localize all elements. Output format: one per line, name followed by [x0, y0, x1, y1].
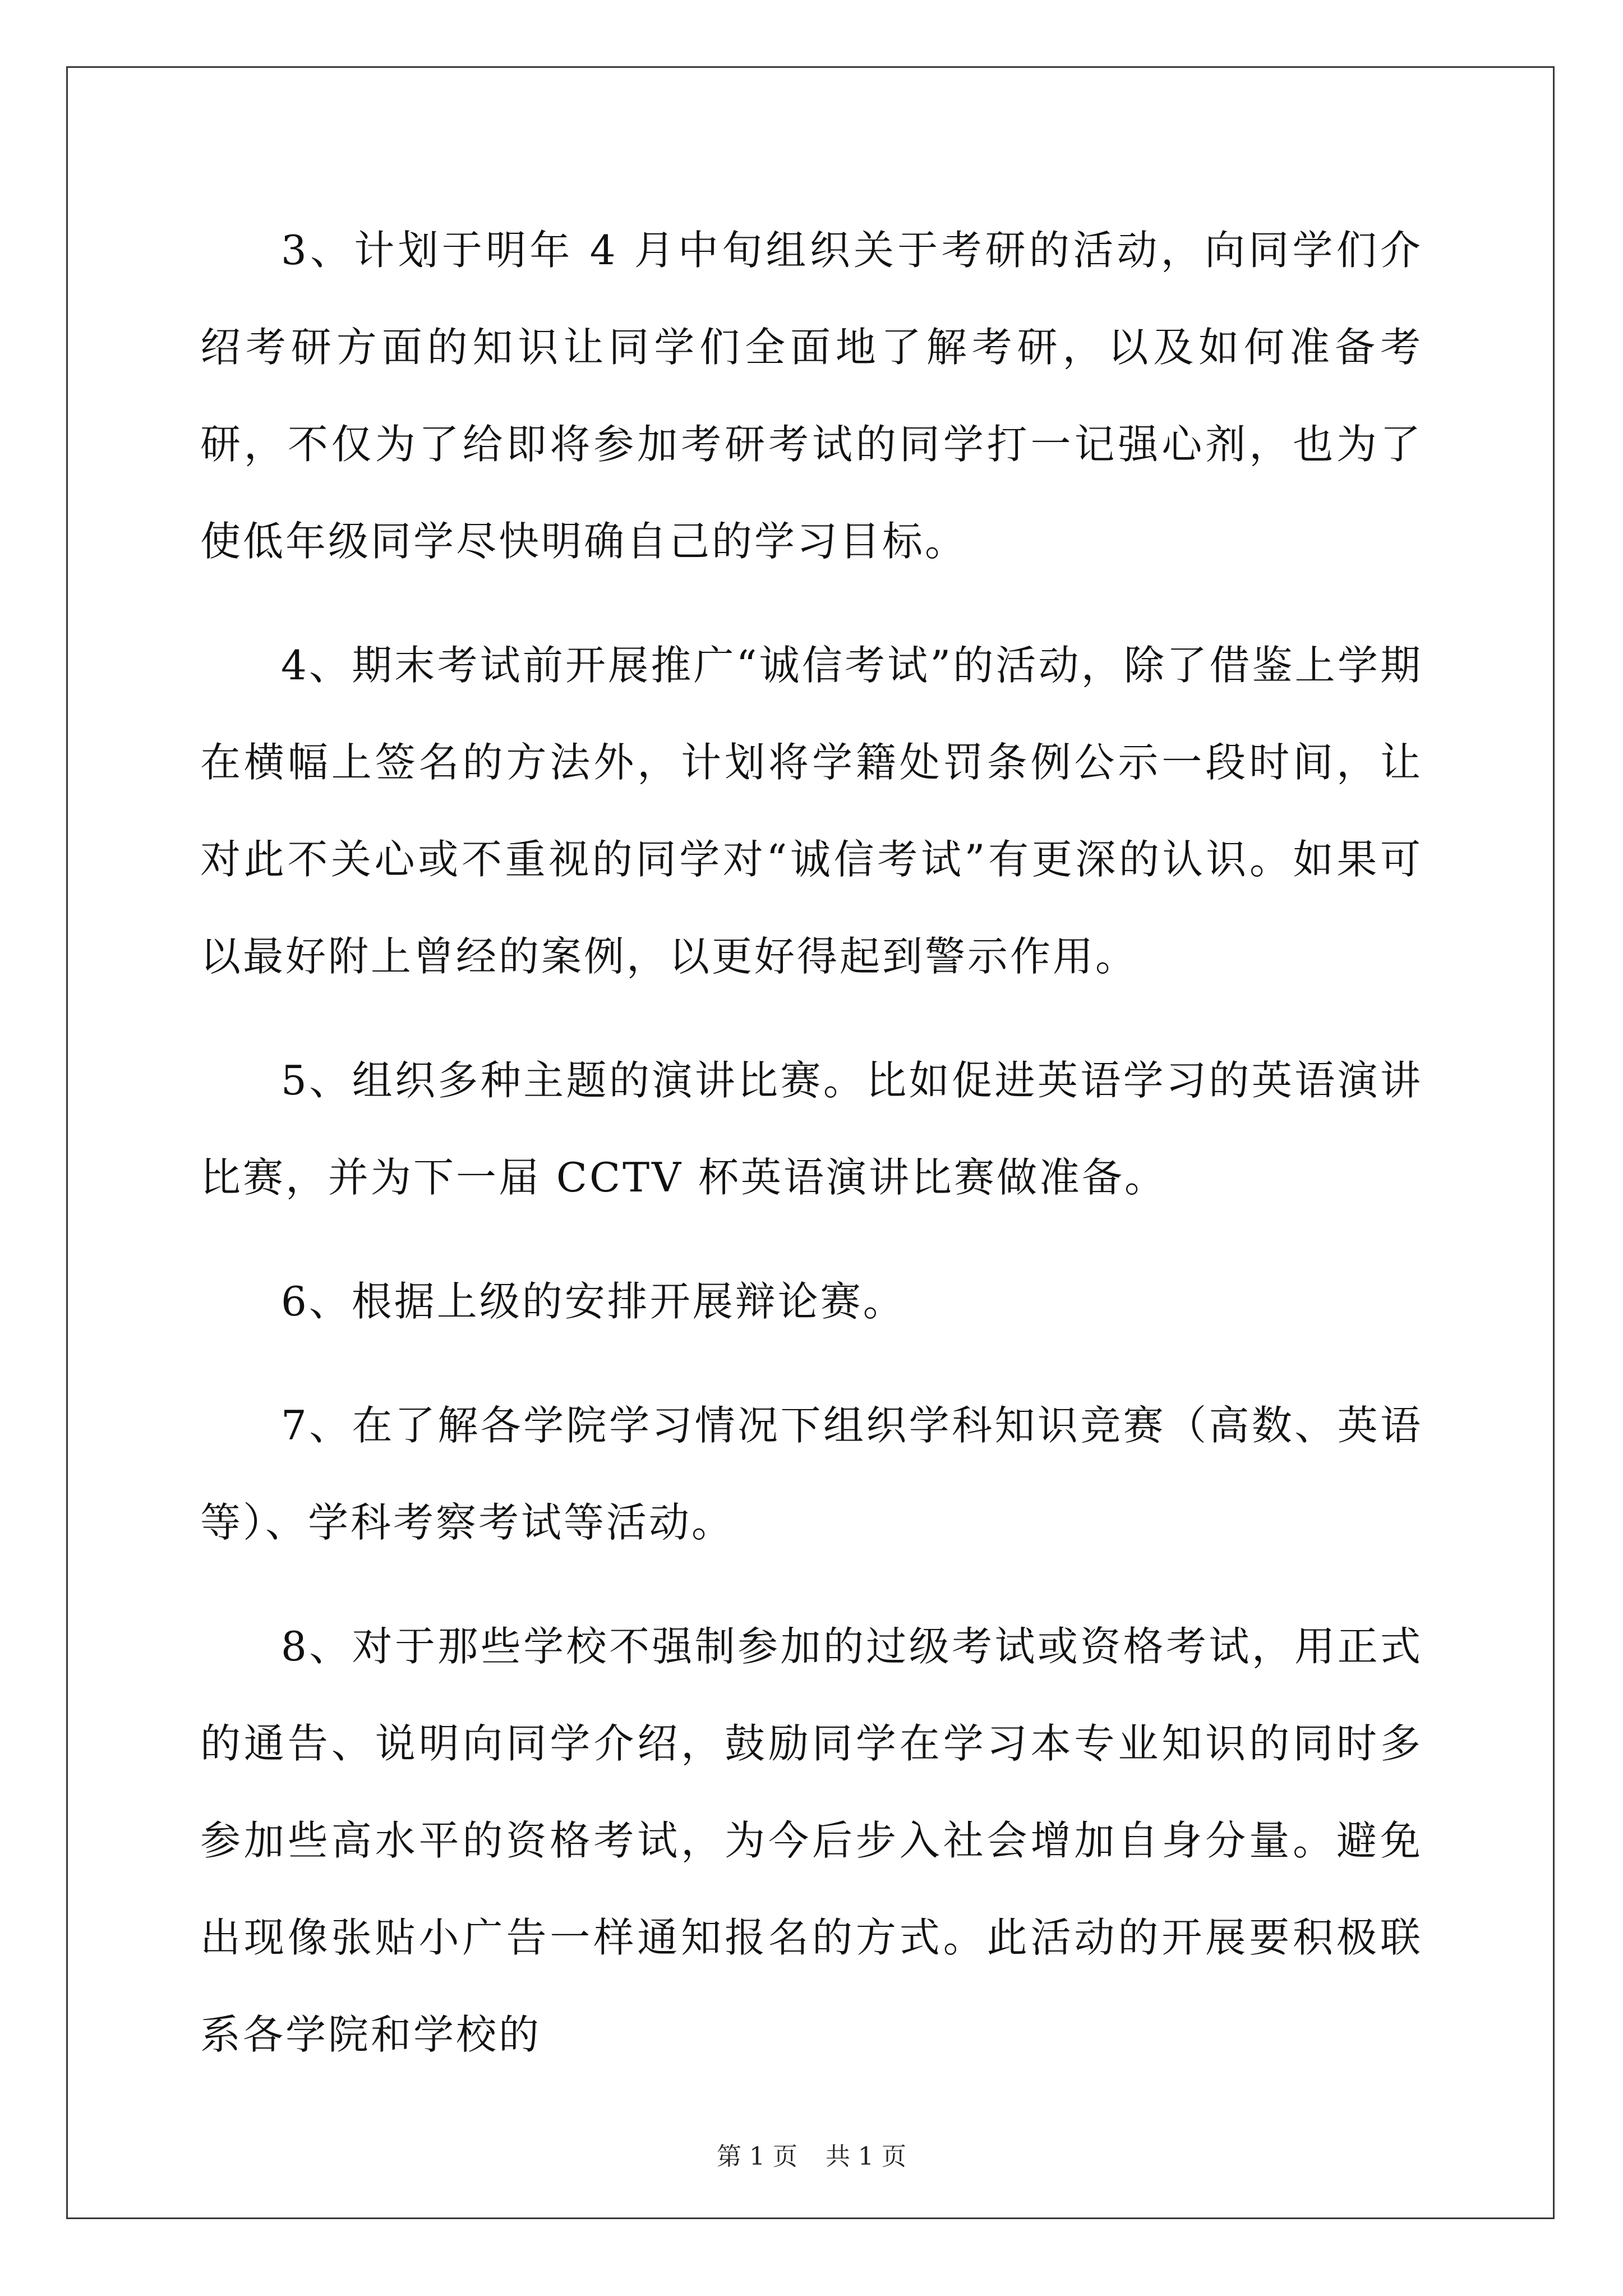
paragraph-5: 5、组织多种主题的演讲比赛。比如促进英语学习的英语演讲比赛，并为下一届 CCTV 杯英语演讲比赛做准备。 [200, 1057, 1423, 1201]
paragraph-3: 3、计划于明年 4 月中旬组织关于考研的活动，向同学们介绍考研方面的知识让同学们全面地了解考研，以及如何准备考研，不仅为了给即将参加考研考试的同学打一记强心剂，也为了使低年级同学尽快明确自己的学习目标。 [200, 227, 1423, 565]
paragraph-8: 8、对于那些学校不强制参加的过级考试或资格考试，用正式的通告、说明向同学介绍，鼓励同学在学习本专业知识的同时多参加些高水平的资格考试，为今后步入社会增加自身分量。避免出现像张贴小广告一样通知报名的方式。此活动的开展要积极联系各学院和学校的 [200, 1623, 1423, 2058]
page-number: 第 1 页 [717, 2142, 797, 2171]
page-footer [0, 2136, 1623, 2172]
paragraph-6: 6、根据上级的安排开展辩论赛。 [281, 1278, 906, 1325]
paragraph-4: 4、期末考试前开展推广“诚信考试”的活动，除了借鉴上学期在横幅上签名的方法外，计划将学籍处罚条例公示一段时间，让对此不关心或不重视的同学对“诚信考试”有更深的认识。如果可以最好附上曾经的案例，以更好得起到警示作用。 [200, 642, 1423, 980]
document-body [200, 202, 1423, 2110]
page-total: 共 1 页 [826, 2142, 906, 2171]
paragraph-7: 7、在了解各学院学习情况下组织学科知识竞赛（高数、英语等）、学科考察考试等活动。 [200, 1402, 1423, 1546]
